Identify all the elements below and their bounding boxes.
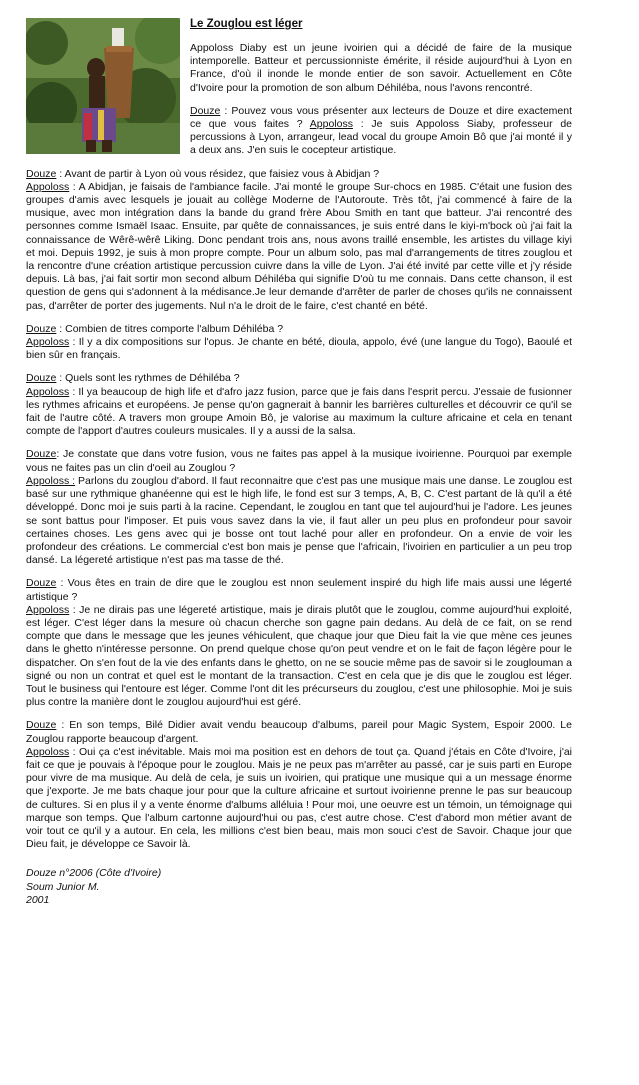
question-paragraph — [26, 577, 572, 603]
answer-text: : A Abidjan, je faisais de l'ambiance facile. J'ai monté le groupe Sur-chocs en 1985. C'était une fusion des groupes d'amis avec lesquels je jouait au collège Moderne de l'Autoroute. Très tôt, j'ai commencé à faire de la musique, avec mon intégration dans la bande du grand frère Abou Smith en tant que batteur. J'ai rencontré des personnes comme Ismaël Isaac. Ensuite, par quête de connaissances, je suis entré dans le kiyi-m'bock où j'ai fait la connaissance de Wêrê-wêrê Liking. Donc pendant trois ans, nous avons traillé ensemble, les artistes du village kiyi et moi. Depuis 1992, je suis à mon propre compte. Pour un album solo, pas mal d'arrangements de titres zouglou et la rencontre d'une création artistique percussion cuivre dans la ville de Lyon. J'ai été invité par cette ville et j'y réside depuis. Là bas, j'ai fait sortir mon second album Déhiléba qui signifie D'où tu me connais. Dans cette chanson, il est question de gens qui s'adonnent à la médisance.Je leur demande d'arrêter de parler de choses qu'ils ne connaissent pas, d'arrêter de porter des jugements. Nul n'a le droit de le faire, c'est chanté en bété. — [26, 180, 572, 312]
question-text: : Pouvez vous vous présenter aux lecteurs de Douze et dire exactement ce que vous faites ? — [190, 104, 572, 131]
credit-publication: Douze n°2006 (Côte d'Ivoire) — [26, 867, 162, 880]
question-paragraph — [26, 168, 572, 181]
drummer-photo — [26, 18, 180, 154]
interviewee-label: Appoloss — [26, 745, 70, 758]
question-paragraph — [26, 372, 572, 385]
article-title: Le Zouglou est léger — [190, 18, 303, 30]
answer-paragraph — [26, 181, 572, 313]
question-paragraph — [26, 448, 572, 474]
qa-block — [190, 105, 572, 158]
question-text: : Quels sont les rythmes de Déhiléba ? — [56, 372, 240, 385]
interviewer-label: Douze — [26, 372, 57, 385]
answer-paragraph — [26, 475, 572, 567]
intro-block — [190, 16, 572, 95]
answer-paragraph — [26, 336, 572, 362]
interviewer-label: Douze — [190, 104, 221, 117]
question-text: : Je constate que dans votre fusion, vous ne faites pas appel à la musique ivoirienne. Pourquoi par exemple vous ne faites pas un clin d'oeil au Zouglou ? — [26, 448, 572, 474]
intro-paragraph: Appoloss Diaby est un jeune ivoirien qui a décidé de faire de la musique intemporelle. Batteur et percussionniste émérite, il réside aujourd'hui à Lyon en France, d'où il inonde le monde entier de son savoir. Actuellement en Côte d'Ivoire pour la promotion de son album Déhiléba, nous l'avons rencontré. — [190, 42, 572, 94]
interviewer-label: Douze — [26, 448, 57, 461]
answer-paragraph — [26, 746, 572, 852]
article — [26, 16, 572, 907]
interviewer-label: Douze — [26, 577, 57, 590]
article-credit — [26, 867, 572, 907]
question-text: : Combien de titres comporte l'album Déhiléba ? — [56, 322, 284, 335]
interviewee-label: Appoloss — [26, 603, 70, 616]
credit-year: 2001 — [26, 893, 50, 906]
answer-text: Parlons du zouglou d'abord. Il faut reconnaitre que c'est pas une musique mais une danse. Le zouglou est basé sur une rythmique ghanéenne qui est le high life, le fond est sur 3 temps, A, B, C. C'est partant de là qu'il a été développé. Donc moi je suis parti à la racine. Cependant, le zouglou en tant que tel aujourd'hui je l'adore. Les jeunes se sont battus pour l'imposer. Et puis vous savez dans la vie, il faut aller un peu plus en profondeur pour savoir certaines choses. Les gens avec qui je bosse ont tout laché pour aller en profondeur. On a envie de voir les profondeur des créations. Le commercial c'est bon mais je pense que l'africain, l'ivoirien en particulier a un peu trop dansé. La légereté artistique n'est pas ma tasse de thé. — [26, 474, 572, 567]
interviewer-label: Douze — [26, 322, 57, 335]
question-paragraph — [26, 323, 572, 336]
answer-text: : Oui ça c'est inévitable. Mais moi ma position est en dehors de tout ça. Quand j'étais en Côte d'Ivoire, j'ai fait ce que je pouvais à l'époque pour le zouglou. Mais je ne peux pas m'arrêter au passé, car je suis parti en Europe pour vivre de ma musique. Au delà de cela, je suis un ivoirien, qui pratique une musique qui a un message énorme que j'exporte. Je me bats chaque jour pour que la culture africaine et surtout ivoirienne prenne le pas sur beaucoup de cultures. Si en plus il y a vente énorme d'albums alléluia ! Pour moi, une oeuvre est un témoin, un témoignage qui marque son temps. Que l'album cartonne aujourd'hui ou pas, c'est autre chose. C'est d'abord mon métier avant de voir tout ce qu'il y a autour. En cela, les millions c'est bien beau, mais mon souci c'est de Savoir. Chaque jour que Dieu fait, je développe ce Savoir là. — [26, 745, 572, 851]
question-text: : En son temps, Bilé Didier avait vendu beaucoup d'albums, pareil pour Magic System, Espoir 2000. Le Zouglou rapporte beaucoup d'argent. — [26, 719, 572, 745]
answer-text: : Je ne dirais pas une légereté artistique, mais je dirais plutôt que le zouglou, comme aujourd'hui exploité, est léger. C'est léger dans la mesure où chacun cherche son gagne pain dedans. Au delà de ce fait, on se rend compte que dans le message que les jeunes véhiculent, que chaque jour que Dieu fait la vie que mène ces jeunes dans le ghetto n'intéresse personne. On prend quelque chose qu'on peut vendre et on le fait de façon légère pour le dispatcher. On s'en fout de la vie des enfants dans le ghetto, on ne se soucie même pas de savoir si le zouglouman a signé ou non un contrat et quel est le montant de la transaction. C'est en cela que je dis que le zouglou est léger. Tout le business qui l'entoure est léger. Comme l'ont dit les précurseurs du zouglou, c'est une philosophie. Moi je suis plus contre la manière dont le zouglou aujourd'hui est géré. — [26, 603, 572, 709]
interviewee-label: Appoloss — [26, 385, 70, 398]
question-text: : Avant de partir à Lyon où vous résidez, que faisiez vous à Abidjan ? — [56, 167, 380, 180]
question-text: : Vous êtes en train de dire que le zouglou est nnon seulement inspiré du high life mais aussi une légerté artistique ? — [26, 577, 572, 603]
interviewee-label: Appoloss — [26, 336, 70, 349]
question-paragraph — [26, 719, 572, 745]
interviewee-label: Appoloss : — [26, 474, 76, 487]
interviewee-label: Appoloss — [26, 180, 70, 193]
answer-text: : Il y a dix compositions sur l'opus. Je chante en bété, dioula, appolo, évé (une langue du Togo), Baoulé et bien sûr en français. — [26, 336, 572, 362]
interviewer-label: Douze — [26, 719, 57, 732]
answer-paragraph — [26, 386, 572, 439]
interviewer-label: Douze — [26, 167, 57, 180]
interviewee-label: Appoloss — [309, 118, 353, 131]
credit-author: Soum Junior M. — [26, 880, 100, 893]
answer-paragraph — [26, 604, 572, 710]
answer-text: : Il ya beaucoup de high life et d'afro jazz fusion, parce que je fais dans l'esprit percu. J'essaie de fusionner les rythmes africains et européens. Je pense qu'on gagnerait à bannir les barrières culturelles et découvrir ce qu'il se fait de l'autre côté. A travers mon groupe Amoin Bô, je valorise au maximum la culture africaine et cela en tenant compte de l'apport d'autres couleurs musicales. Il y a aussi de la salsa. — [26, 385, 572, 438]
answer-text: : Je suis Appoloss Siaby, professeur de percussions à Lyon, arrangeur, lead vocal du groupe Amoin Bô que j'ai monté il y a deux ans. J'en suis le cocepteur artistique. — [190, 118, 573, 157]
